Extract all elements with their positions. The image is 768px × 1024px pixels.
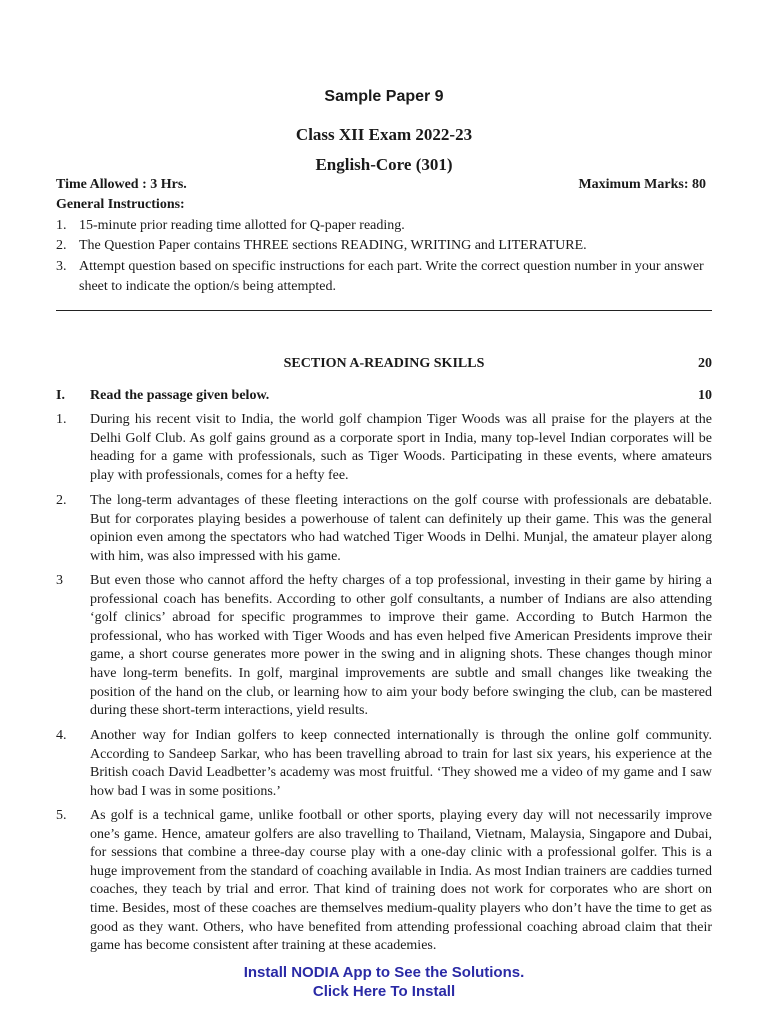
instruction-text: The Question Paper contains THREE sections READING, WRITING and LITERATURE. bbox=[79, 238, 587, 253]
paper-title: Sample Paper 9 bbox=[324, 88, 444, 105]
passage-paragraph bbox=[56, 411, 712, 485]
exam-subtitle: Class XII Exam 2022-23 bbox=[295, 125, 473, 144]
maximum-marks: Maximum Marks: 80 bbox=[578, 177, 706, 192]
question-number: I. bbox=[56, 388, 65, 403]
paragraph-text: During his recent visit to India, the world golf champion Tiger Woods was all praise for the players at the Delhi Golf Club. As golf gains ground as a corporate sport in India, many top-level Indian corporates will be heading for a game with professionals, such as Tiger Woods. Participating in these events, where amateurs play with professionals, comes for a hefty fee. bbox=[90, 412, 712, 483]
instruction-text: 15-minute prior reading time allotted for Q-paper reading. bbox=[79, 218, 405, 233]
question-marks: 10 bbox=[698, 388, 712, 403]
paragraph-text: But even those who cannot afford the hefty charges of a top professional, investing in their game by hiring a professional coach has benefits. According to other golf consultants, a number of Indians are also attending ‘golf clinics’ abroad for specific programmes to improve their game. According to Butch Harmon the professional, who has worked with Tiger Woods and has even helped five American Presidents improve their game, a short course generates more power in the swing and in aligning shots. These changes though minor have long-term benefits. In golf, marginal improvements are subtle and small changes like tweaking the position of the hand on the club, or learning how to aim your body before swinging the club, can be mastered during these short-term interactions, yield results. bbox=[90, 573, 712, 719]
instruction-item bbox=[56, 257, 712, 297]
passage-paragraph bbox=[56, 572, 712, 721]
section-title: SECTION A-READING SKILLS bbox=[283, 356, 485, 371]
paragraph-number: 3 bbox=[56, 573, 63, 588]
paragraph-text: The long-term advantages of these fleeting interactions on the golf course with professionals are debatable. But for corporates playing besides a powerhouse of talent can definitely up their game. This was the general opinion even among the spectators who had watched Tiger Woods in Delhi. Munjal, the amateur player along with him, was also impressed with his game. bbox=[90, 493, 712, 564]
exam-meta-row bbox=[56, 177, 712, 193]
instruction-number: 2. bbox=[56, 238, 67, 253]
paragraph-number: 4. bbox=[56, 728, 67, 743]
passage-paragraph bbox=[56, 727, 712, 801]
instruction-item bbox=[56, 236, 712, 256]
paragraph-number: 2. bbox=[56, 493, 67, 508]
divider bbox=[56, 310, 712, 311]
paragraph-number: 5. bbox=[56, 808, 67, 823]
instruction-number: 1. bbox=[56, 218, 67, 233]
click-to-install-link[interactable]: Click Here To Install bbox=[312, 983, 456, 1000]
passage-paragraph bbox=[56, 492, 712, 566]
section-marks: 20 bbox=[698, 356, 712, 371]
question-label: Read the passage given below. bbox=[90, 388, 270, 403]
install-banner[interactable] bbox=[0, 963, 768, 1001]
paragraph-number: 1. bbox=[56, 412, 67, 427]
instruction-item bbox=[56, 216, 712, 236]
paragraph-text: Another way for Indian golfers to keep connected internationally is through the online golf community. According to Sandeep Sarkar, who has been travelling abroad to train for last six years, his experience at the British coach David Leadbetter’s academy was most fruitful. ‘They showed me a video of my game and I saw how bad I was in some positions.’ bbox=[90, 728, 712, 799]
paragraph-text: As golf is a technical game, unlike football or other sports, playing every day will not necessarily improve one’s game. Hence, amateur golfers are also travelling to Thailand, Vietnam, Malaysia, Singapore and Dubai, for sessions that combine a three-day course play with a one-day clinic with a professional golfer. This is a huge improvement from the standard of coaching available in India. As most Indian trainers are caddies turned coaches, they teach by trial and error. That kind of training does not work for corporates who are short on time. Besides, most of these coaches are themselves medium-quality players who don’t have the time to get as good as they want. Others, who have benefited from attending professional coaching abroad claim that their game has become consistent after training at these academies. bbox=[90, 808, 712, 954]
install-app-link[interactable]: Install NODIA App to See the Solutions. bbox=[243, 964, 525, 981]
subject-title: English-Core (301) bbox=[315, 155, 453, 174]
instructions-heading: General Instructions: bbox=[56, 197, 185, 212]
time-allowed: Time Allowed : 3 Hrs. bbox=[56, 177, 187, 192]
passage-paragraph bbox=[56, 807, 712, 956]
instruction-text: Attempt question based on specific instructions for each part. Write the correct question number in your answer sheet to indicate the option/s being attempted. bbox=[79, 259, 704, 294]
instruction-number: 3. bbox=[56, 259, 67, 274]
